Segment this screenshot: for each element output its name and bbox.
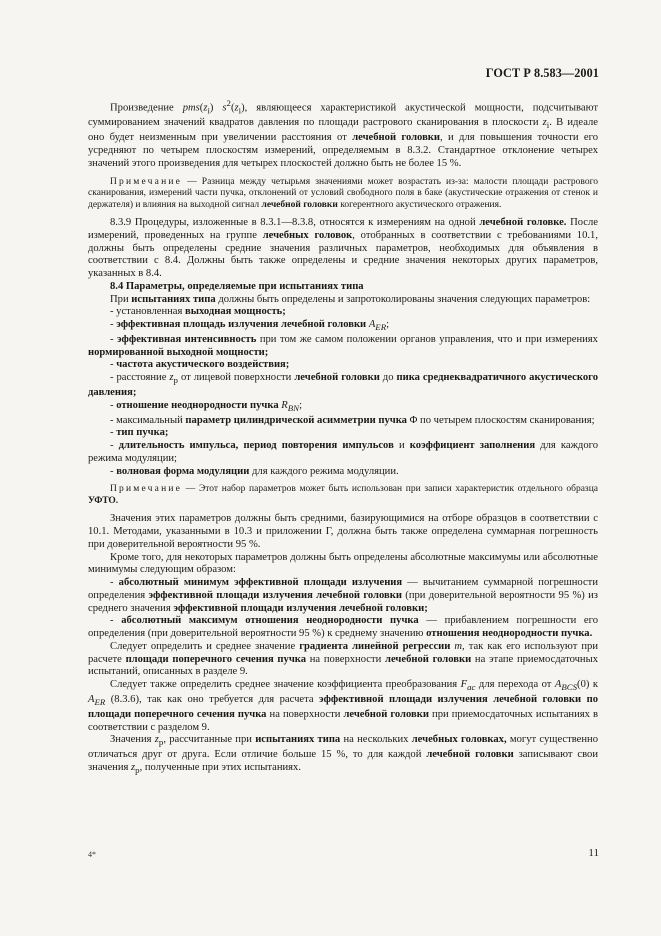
paragraph: - абсолютный максимум отношения неоднородности пучка — прибавлением погрешности его определения (при доверительной вероятности 95 %) к среднему значению отношения неоднородности пучка. bbox=[88, 615, 598, 640]
paragraph: Следует определить и среднее значение градиента линейной регрессии m, так как его используют при расчете площади поперечного сечения пучка на поверхности лечебной головки на этапе приемосдаточных испытаний, описанных в разделе 9. bbox=[88, 640, 599, 678]
paragraph: - максимальный параметр цилиндрической асимметрии пучка Φ по четырем плоскостям сканирования; bbox=[110, 414, 595, 426]
paragraph: Кроме того, для некоторых параметров должны быть определены абсолютные максимумы или абсолютные минимумы следующим образом: bbox=[88, 551, 598, 576]
paragraph: Значения $z_p$, рассчитанные при испытаниях типа на нескольких лечебных головках, могут существенно отличаться друг от друга. Если отличие больше 15 %, то для каждой лечебной головки записывают свои значения $z_p$, полученные при этих испытаниях. bbox=[88, 734, 599, 776]
paragraph: 8.3.9 Процедуры, изложенные в 8.3.1—8.3.8, относятся к измерениям на одной лечебной головке. После измерений, проведенных на группе лечебных головок, отобранных в соответствии с требованиями 10.1, должны быть определены средние значения различных параметров, необходимых для объявления в соответствии с 8.4. Должны быть также определены и средние значения некоторых других параметров, указанных в 8.4. bbox=[88, 217, 598, 279]
paragraph: - отношение неоднородности пучка $R_{BN}$; bbox=[110, 399, 303, 413]
paragraph: - длительность импульса, период повторения импульсов и коэффициент заполнения для каждого режима модуляции; bbox=[88, 440, 598, 464]
paragraph: Примечание — Этот набор параметров может быть использован при записи характеристик отдельного образца УФТО. bbox=[88, 484, 598, 506]
paragraph: - абсолютный минимум эффективной площади излучения — вычитанием суммарной погрешности определения эффективной площади излучения лечебной головки (при доверительной вероятности 95 %) из среднего значения эффективной площади излучения лечебной головки; bbox=[88, 577, 598, 614]
paragraph: Значения этих параметров должны быть средними, базирующимися на отборе образцов в соответствии с 10.1. Методами, указанными в 10.3 и приложении Г, должна быть также определена суммарная погрешность при доверительной вероятности 95 %. bbox=[88, 513, 598, 550]
paragraph: - расстояние $z_p$ от лицевой поверхности лечебной головки до пика среднеквадратичного акустического давления; bbox=[88, 372, 598, 398]
footer-mark: 4* bbox=[88, 850, 96, 859]
paragraph: - частота акустического воздействия; bbox=[110, 359, 290, 371]
paragraph: - волновая форма модуляции для каждого режима модуляции. bbox=[110, 465, 399, 477]
paragraph: При испытаниях типа должны быть определены и запротоколированы значения следующих параметров: bbox=[110, 293, 591, 305]
paragraph: - эффективная интенсивность при том же самом положении органов управления, что и при измерениях нормированной выходной мощности; bbox=[88, 333, 598, 358]
paragraph: Произведение $pms(z_i)$ $s^2(z_i)$, являющееся характеристикой акустической мощности, подсчитывают суммированием значений квадратов давления по площади растрового сканирования в плоскости $z_i$. В идеале оно будет неизменным при увеличении расстояния от лечебной головки, и для повышения точности его усредняют по четырем плоскостям измерений, определяемым в 8.3.2. Стандартное отклонение четырех значений этого произведения для четырех плоскостей должно быть не более 15 %. bbox=[88, 98, 598, 169]
paragraph: - установленная выходная мощность; bbox=[110, 306, 286, 318]
page-number: 11 bbox=[588, 847, 599, 859]
paragraph: - эффективная площадь излучения лечебной головки $A_{ER}$; bbox=[110, 319, 390, 333]
paragraph: Следует также определить среднее значение коэффициента преобразования $F_{ac}$ для перехода от $A_{BCS}(0)$ к $A_{ER}$ (8.3.6), так как оно требуется для расчета эффективной площади излучения лечебной головки по площади поперечного сечения пучка на поверхности лечебной головки при приемосдаточных испытаниях в соответствии с разделом 9. bbox=[88, 679, 599, 733]
paragraph: - тип пучка; bbox=[110, 427, 169, 439]
document-header: ГОСТ Р 8.583—2001 bbox=[485, 66, 599, 80]
paragraph: 8.4 Параметры, определяемые при испытаниях типа bbox=[110, 280, 364, 292]
document-body bbox=[88, 97, 598, 777]
paragraph: Примечание — Разница между четырьмя значениями может возрастать из-за: малости площади растрового сканирования, измерений части пучка, отклонений от условий свободного поля в баке (акустические отражения от стенок и держателя) и влияния на выходной сигнал лечебной головки когерентного акустического отражения. bbox=[88, 176, 598, 210]
